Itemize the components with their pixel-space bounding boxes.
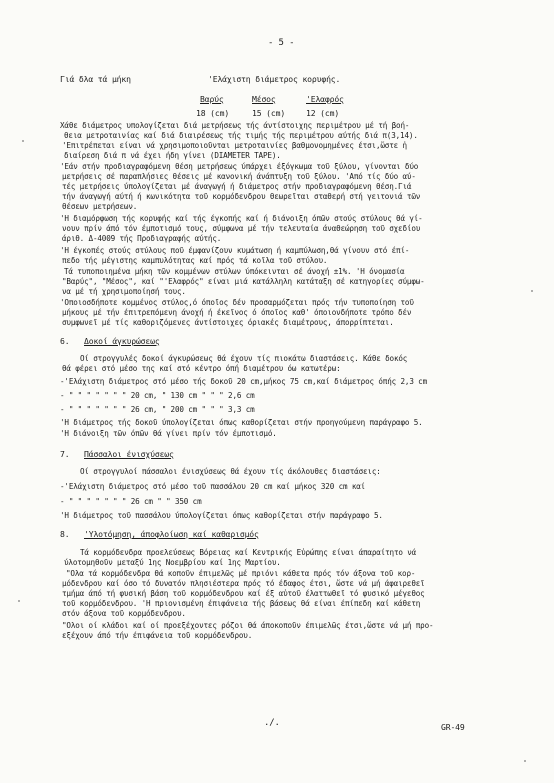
spec-line: -'Ελάχιστη διάμετρος στό μέσο τής δοκοῦ 20 cm,μήκος 75 cm,καί διάμετρος όπής 2,3 cm [60, 377, 428, 386]
text-line: τές μετρήσεις ύπολογίζεται μέ άναγωγή ή διάμετρος στήν προδιαγραφόμενη θέση.Γιά [62, 182, 412, 191]
text-line: θεια μετροταινίας καί διά διαιρέσεως τής τιμής τής περιμέτρου αύτής διά π(3,14). [64, 131, 418, 140]
section-number: 8. [60, 529, 70, 539]
value-light: 12 (cm) [306, 108, 340, 118]
spec-line: - " " " " " " " 20 cm, " 130 cm " " " 2,6 cm [60, 391, 255, 400]
text-line: Χάθε διάμετρος υπολογίζεται διά μετρήσεως τής άντίστοιχης περιμέτρου μέ τή βοή- [60, 121, 410, 130]
class-light: 'Ελαφρός [306, 94, 344, 104]
text-line: "Ολα τά κορμόδενδρα θά κοποῦν έπιμελῶς μέ πριόνι κάθετα πρός τόν άξονα τοῦ κορ- [66, 569, 416, 578]
text-line: πεδο τής μέγιστης καμπυλότητας καί πρός τά κοῖλα τοῦ στύλου. [62, 256, 328, 265]
page-number: - 5 - [268, 38, 295, 48]
text-line: 'Οποιοσδήποτε κομμένος στύλος,ό όποῖος δέν προσαρμόζεται πρός τήν τυποποίηση τοῦ [60, 298, 414, 307]
text-line: ύλοτομηθοῦν μεταξύ 1ης Νοεμβρίου καί 1ης Μαρτίου. [64, 558, 281, 567]
text-line: Τά τυποποιημένα μήκη τῶν κομμένων στύλων ύπόκεινται σέ άνοχή ±1%. 'Η όνομασία [64, 267, 405, 276]
section-heading: 'Υλοτόμηση, άποφλοίωση καί καθαρισμός [84, 529, 259, 539]
text-line: 'Η διάμετρος τής δοκοῦ ύπολογίζεται όπως καθορίζεται στήν προηγούμενη παράγραφο 5. [60, 418, 423, 427]
text-line: συμφωνεῖ μέ τίς καθοριζόμενες άντίστοιχες όριακές διαμέτρους, άπορρίπτεται. [62, 318, 394, 327]
section-number: 6. [60, 336, 70, 346]
spec-line: - " " " " " " " 26 cm " " 350 cm [60, 497, 202, 506]
text-line: Οί στρογγυλοί πάσσαλοι ένισχύσεως θά έχουν τίς άκόλουθες διαστάσεις: [80, 467, 381, 476]
text-line: 'Η διάνοιξη τῶν όπῶν θά γίνει πρίν τόν έμποτισμό. [60, 429, 277, 438]
value-heavy: 18 (cm) [196, 108, 230, 118]
class-heavy: Βαρύς [200, 94, 224, 104]
text-line: εξέχουν άπό τήν έπιφάνεια τοῦ κορμόδενδρου. [62, 631, 253, 640]
text-line: τήν άναγωγή αύτή ή κωνικότητα τοῦ κορμόδενδρου θεωρεῖται σταθερή στή γειτονιά τῶν [62, 192, 421, 201]
continuation-mark: ./. [264, 718, 280, 728]
text-line: στόν άξονα τοῦ κορμόδενδρου. [62, 609, 186, 618]
scan-speck [531, 290, 533, 292]
text-line: τμήμα άπό τή φυσική βάση τοῦ κορμόδενδρου καί έξ αὐτοῦ έλαττωθεῖ τό φυσικό μέγεθος [62, 589, 425, 598]
text-line: θέσεων μετρήσεων. [62, 202, 138, 211]
min-top-diameter-label: 'Ελάχιστη διάμετρος κορυφής. [208, 74, 341, 84]
text-line: 'Η διάμετρος τοῦ πασσάλου ύπολογίζεται όπως καθορίζεται στήν παράγραφο 5. [60, 511, 383, 520]
length-label: Γιά δλα τά μήκη [60, 74, 131, 84]
scan-speck [18, 600, 20, 602]
text-line: 'Η έγκοπές στούς στύλους ποῦ έμφανίζουν κυμάτωση ή καμπύλωση,θά γίνουν στό έπί- [60, 246, 410, 255]
text-line: "Ολοι οί κλάδοι καί οί προεξέχοντες ρόζοι θά άποκοποῦν έπιμελῶς έτσι,ὥστε νά μή προ- [62, 621, 434, 630]
document-code: GR-49 [441, 722, 465, 732]
text-line: μόδενδρου καί όσο τό δυνατόν πλησιέστερα πρός τό έδαφος έτσι, ὥστε νά μή άφαιρεθεῖ [62, 579, 425, 588]
text-line: 'Εάν στήν προδιαγραφόμενη θέση μετρήσεως ύπάρχει έξόγκωμα τοῦ ξύλου, γίνονται δύο [60, 162, 419, 171]
text-line: άριθ. Δ-4009 τής Προδιαγραφής αύτής. [62, 234, 222, 243]
section-heading: Πάσσαλοι ένισχύσεως [84, 449, 174, 459]
text-line: Τά κορμόδενδρα προελεύσεως Βόρειας καί Κεντρικής Εὐρώπης είναι άπαραίτητο νά [80, 548, 417, 557]
text-line: μήκους μέ τήν έπιτρεπόμενη άνοχή ή έκεῖνος ό όποῖος καθ' όποιονδήποτε τρόπο δέν [62, 308, 412, 317]
text-line: θά φέρει στό μέσο της καί στό κέντρο όπή διαμέτρου όω κατωτέρω: [62, 364, 341, 373]
text-line: Οί στρογγυλές δοκοί άγκυρώσεως θά έχουν τίς πιοκάτω διαστάσεις. Κάθε δοκός [80, 354, 408, 363]
text-line: 'Επιτρέπεται είναι νά χρησιμοποιοῦνται μετροταινίες βαθμονομημένες έτσι,ὥστε ἡ [62, 141, 407, 150]
scan-speck [524, 760, 526, 762]
text-line: 'Η διαμόρφωση τής κορυφής καί τής έγκοπής καί ή διάνοιξη όπῶν στούς στύλους θά γί- [60, 214, 423, 223]
text-line: τοῦ κορμόδενδρου. 'Η πριονισμένη έπιφάνεια τής βάσεως θά είναι έπίπεδη καί κάθετη [62, 599, 421, 608]
section-heading: Δοκοί άγκυρώσεως [84, 336, 160, 346]
class-medium: Μέσος [252, 94, 276, 104]
spec-line: - " " " " " " " 26 cm, " 200 cm " " " 3,3 cm [60, 405, 255, 414]
text-line: να μέ τή χρησιμοποίησή τους. [62, 287, 186, 296]
value-medium: 15 (cm) [252, 108, 286, 118]
text-line: νουν πρίν άπό τόν έμποτισμό τους, σύμφωνα μέ τήν τελευταία άναθεώρηση τοῦ σχεδίου [62, 224, 421, 233]
section-number: 7. [60, 449, 70, 459]
text-line: μετρήσεις σέ παραπλήσιες θέσεις μέ κανονική άνάπτυξη τοῦ ξύλου. 'Από τίς δύο αύ- [62, 172, 416, 181]
text-line: διαίρεση διά π νά έχει ήδη γίνει (DIAMETER TAPE). [64, 151, 281, 160]
scan-speck [22, 140, 24, 142]
spec-line: -'Ελάχιστη διάμετρος στό μέσο τοῦ πασσάλου 20 cm καί μήκος 320 cm καί [60, 482, 366, 491]
text-line: "Βαρύς", "Μέσος", καί "'Ελαφρός" είναι μιά κατάλληλη κατάταξη σέ κατηγορίες σύμφω- [62, 277, 425, 286]
